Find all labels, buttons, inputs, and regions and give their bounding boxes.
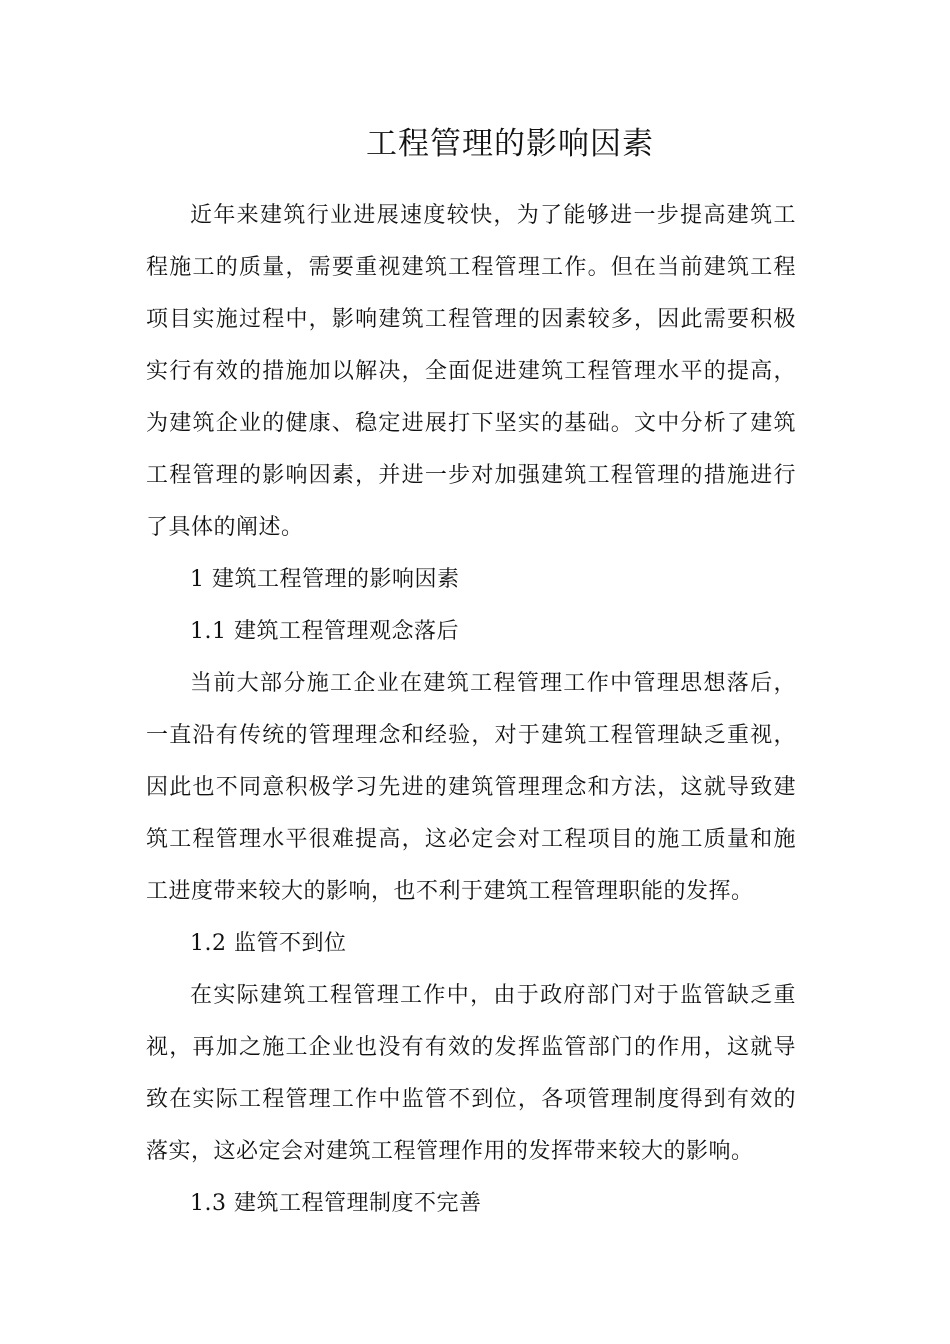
section-heading-1: 1 建筑工程管理的影响因素 bbox=[190, 567, 460, 592]
paragraph-1-2: 在实际建筑工程管理工作中，由于政府部门对于监管缺乏重视，再加之施工企业也没有有效的发挥监管部门的作用，这就导致在实际工程管理工作中监管不到位，各项管理制度得到有效的落实，这必定会对建筑工程管理作用的发挥带来较大的影响。 bbox=[146, 983, 796, 1164]
subsection-heading-1-2: 1.2 监管不到位 bbox=[190, 931, 347, 956]
subsection-heading-1-1: 1.1 建筑工程管理观念落后 bbox=[190, 619, 459, 644]
intro-paragraph: 近年来建筑行业进展速度较快，为了能够进一步提高建筑工程施工的质量，需要重视建筑工程管理工作。但在当前建筑工程项目实施过程中，影响建筑工程管理的因素较多，因此需要积极实行有效的措施加以解决，全面促进建筑工程管理水平的提高，为建筑企业的健康、稳定进展打下坚实的基础。文中分析了建筑工程管理的影响因素，并进一步对加强建筑工程管理的措施进行了具体的阐述。 bbox=[146, 203, 796, 540]
document-title: 工程管理的影响因素 bbox=[366, 126, 654, 162]
document-body bbox=[146, 190, 796, 1230]
paragraph-1-1: 当前大部分施工企业在建筑工程管理工作中管理思想落后，一直沿有传统的管理理念和经验，对于建筑工程管理缺乏重视，因此也不同意积极学习先进的建筑管理理念和方法，这就导致建筑工程管理水平很难提高，这必定会对工程项目的施工质量和施工进度带来较大的影响，也不利于建筑工程管理职能的发挥。 bbox=[146, 671, 796, 904]
subsection-heading-1-3: 1.3 建筑工程管理制度不完善 bbox=[190, 1191, 482, 1216]
